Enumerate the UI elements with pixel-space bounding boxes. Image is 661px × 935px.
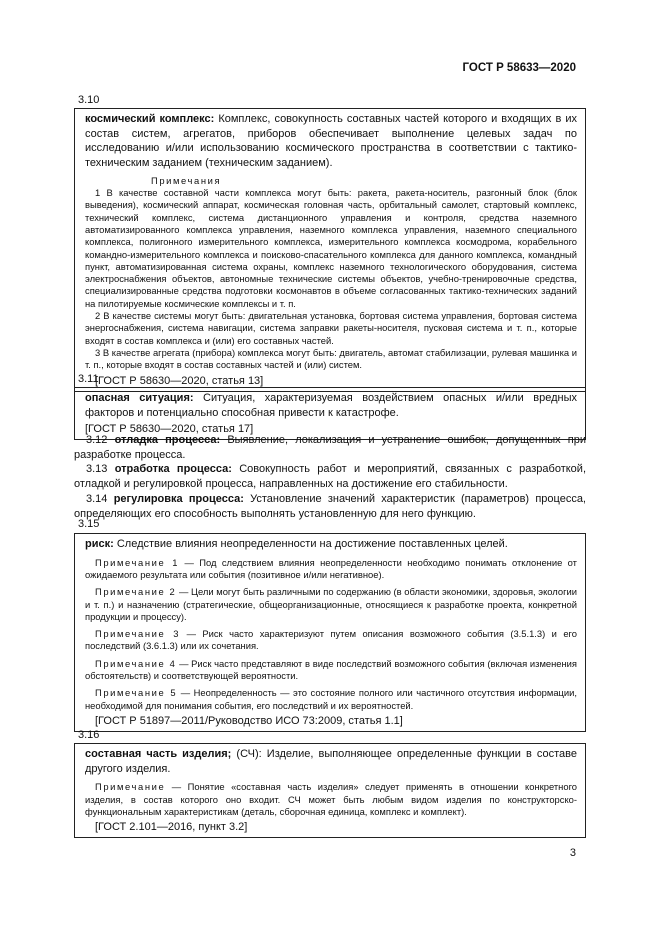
term-name: отладка процесса: — [114, 434, 221, 446]
note-3: 3 В качестве агрегата (прибора) комплекса могут быть: двигатель, автомат стабилизации, рулевая машинка и т. п., которые входят в состав составных частей и (или) систем. — [85, 346, 577, 371]
term-box-3-10 — [74, 108, 586, 392]
term-box-3-15 — [74, 533, 586, 732]
document-id: ГОСТ Р 58633—2020 — [462, 62, 576, 74]
note-1: 1 В качестве составной части комплекса могут быть: ракета, ракета-носитель, разгонный блок (блок выведения), космический аппарат, космическая головная часть, орбитальный самолет, стартовый комплекс, технический комплекс, система дистанционного управления и контроля, средства наземного автоматизированного комплекса управления, наземного комплекса управления, наземного специального комплекса, полигонного измерительного комплекса, измерительного комплекса космодрома, корабельного командно-измерительного комплекса и поисково-спасательного комплекса для данного комплекса, командный пункт, автоматизированная система охраны, комплекс наземного технологического оборудования, система электроснабжения объектов, автономные технические системы объектов, учебно-тренировочные средства, специализированные средства подготовки космонавтов в объеме согласованных тактико-технических заданий на пилотируемые космические комплексы и т. п. — [85, 187, 577, 309]
source-reference: [ГОСТ Р 58630—2020, статья 13] — [95, 374, 264, 387]
definition-text: Следствие влияния неопределенности на достижение поставленных целей. — [116, 538, 508, 550]
entry-3-13: 3.13 отработка процесса: Совокупность работ и мероприятий, связанных с разработкой, отладкой и регулировкой процесса, направленных на достижение его стабильности. — [74, 463, 587, 491]
note-3: Примечание 3 — Риск часто характеризуют путем описания возможного события (3.5.1.3) и его последствий (3.6.1.3) или их сочетания. — [85, 628, 577, 652]
plain-terms-block — [74, 433, 586, 521]
entry-number-3-15: 3.15 — [78, 518, 100, 530]
notes-title: Примечания — [151, 174, 222, 186]
term-definition — [85, 391, 577, 420]
term-definition — [85, 747, 577, 776]
note-4: Примечание 4 — Риск часто представляют в виде последствий возможного события (включая изменения обстоятельств) и соответствующей вероятности. — [85, 657, 577, 682]
note: Примечание — Понятие «составная часть изделия» следует применять в отношении конкретного изделия, в состав которого оно входит. СЧ может быть любым видом изделия по конструкторско-функциональным характеристикам (деталь, сборочная единица, комплекс и комплект). — [85, 781, 577, 817]
term-definition — [85, 537, 577, 552]
entry-number-3-10: 3.10 — [78, 94, 100, 106]
entry-number-3-16: 3.16 — [78, 729, 100, 741]
note-5: Примечание 5 — Неопределенность — это состояние полного или частичного отсутствия информации, необходимой для понимания события, его последствий и их вероятностей. — [85, 687, 577, 711]
entry-3-12: 3.12 отладка процесса: Выявление, локализация и устранение ошибок, допущенных при разработке процесса. — [74, 434, 586, 461]
definition-text: (СЧ): Изделие, выполняющее определенные функции в составе другого изделия. — [85, 748, 578, 775]
source-reference: [ГОСТ 2.101—2016, пункт 3.2] — [95, 821, 248, 834]
note-2: Примечание 2 — Цели могут быть различными по содержанию (в области экономики, здоровья, экологии и т. п.) и назначению (стратегические, общеорганизационные, относящиеся к разработке проекта, конкретной продукции и процессу). — [85, 586, 577, 622]
note-1: Примечание 1 — Под следствием влияния неопределенности необходимо понимать отклонение от ожидаемого результата или события (позитивное и/или негативное). — [85, 556, 577, 580]
source-reference: [ГОСТ Р 51897—2011/Руководство ИСО 73:2009, статья 1.1] — [95, 714, 403, 727]
entry-number-3-11: 3.11 — [78, 373, 99, 385]
term-name: риск: — [85, 538, 114, 550]
term-name: составная часть изделия; — [85, 748, 232, 760]
term-box-3-16 — [74, 743, 586, 838]
term-name: отработка процесса: — [114, 463, 232, 476]
term-definition — [85, 112, 577, 171]
note-2: 2 В качестве системы могут быть: двигательная установка, бортовая система управления, бортовая система энергоснабжения, система навигации, система заправки ракеты-носителя, пусковая система и т. п., которые входят в состав комплекса и (или) его составных частей. — [85, 310, 577, 346]
entry-3-14: 3.14 регулировка процесса: Установление значений характеристик (параметров) процесса, определяющих его способность выполнять установленную для него функцию. — [74, 492, 586, 520]
page-number: 3 — [569, 847, 576, 859]
definition-text: Комплекс, совокупность составных частей которого и входящих в их состав систем, агрегатов, приборов обеспечивает выполнение целевых задач по исследованию и/или использованию космического пространства в соответствии с тактико-техническим заданием (техническим заданием). — [85, 113, 577, 170]
definition-text: Ситуация, характеризуемая воздействием опасных и/или вредных факторов и потенциально способная привести к катастрофе. — [85, 392, 578, 419]
term-name: регулировка процесса: — [113, 492, 244, 505]
term-name: опасная ситуация: — [85, 392, 194, 404]
source-reference: [ГОСТ Р 58630—2020, статья 17] — [85, 423, 254, 436]
term-name: космический комплекс: — [85, 113, 215, 125]
